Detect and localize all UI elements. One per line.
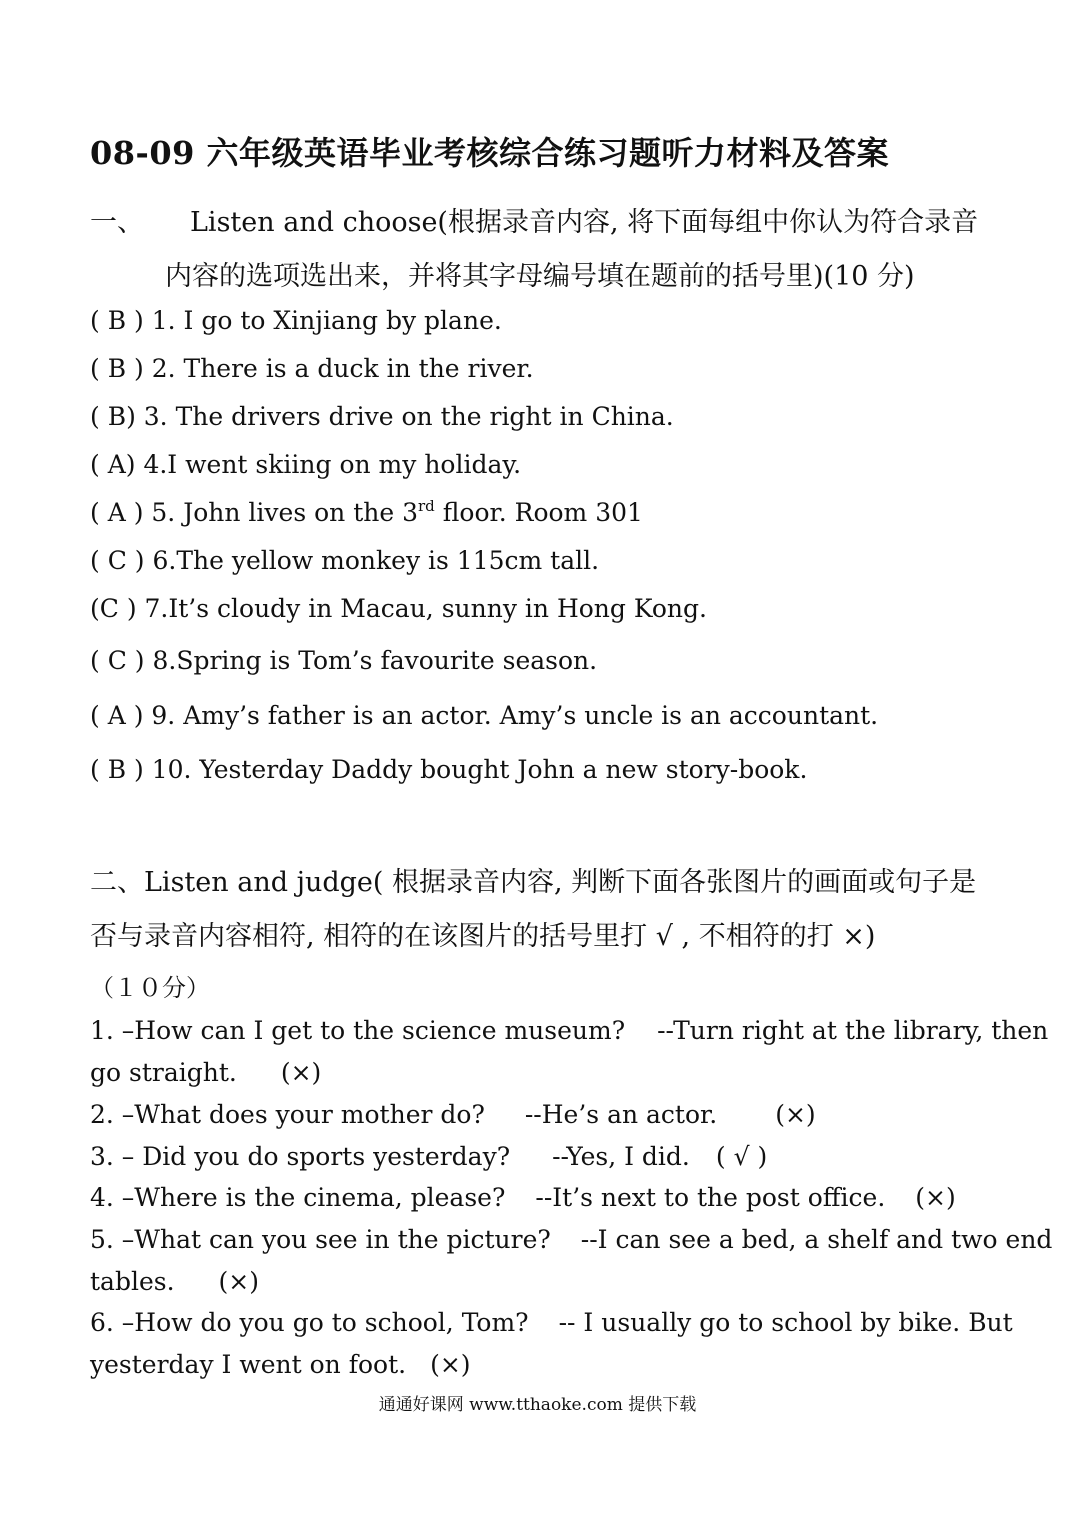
answer-continued: tables. <box>90 1267 175 1296</box>
answer: --He’s an actor. <box>524 1100 718 1129</box>
section1-heading <box>90 200 978 239</box>
answer: --Turn right at the library, then <box>657 1016 1049 1045</box>
judge-mark: (×) <box>218 1267 259 1296</box>
section1-item-2: ( B ) 2. There is a duck in the river. <box>90 354 534 383</box>
judge-mark: (×) <box>915 1183 956 1212</box>
section1-item-5-text: ( A ) 5. John lives on the 3 <box>90 498 419 527</box>
section1-item-3: ( B) 3. The drivers drive on the right in China. <box>90 402 674 431</box>
question: 3. – Did you do sports yesterday? <box>90 1142 511 1171</box>
section1-heading-text: Listen and choose(根据录音内容, 将下面每组中你认为符合录音 <box>190 207 979 238</box>
section2-item-6 <box>90 1308 1013 1337</box>
ordinal-superscript: rd <box>418 497 435 515</box>
question: 6. –How do you go to school, Tom? <box>90 1308 529 1337</box>
section1-item-9: ( A ) 9. Amy’s father is an actor. Amy’s uncle is an accountant. <box>90 701 879 730</box>
judge-mark: ( √ ) <box>715 1142 768 1171</box>
section2-heading-continued: 否与录音内容相符, 相符的在该图片的括号里打 √ , 不相符的打 ×) <box>90 921 876 952</box>
answer-continued: go straight. <box>90 1058 237 1087</box>
question: 5. –What can you see in the picture? <box>90 1225 551 1254</box>
answer-continued: yesterday I went on foot. <box>90 1350 407 1379</box>
section2-item-1-continued <box>90 1058 321 1087</box>
section1-item-7: (C ) 7.It’s cloudy in Macau, sunny in Hong Kong. <box>90 594 707 623</box>
section1-item-5-rest: floor. Room 301 <box>434 498 643 527</box>
page-title: 08-09 六年级英语毕业考核综合练习题听力材料及答案 <box>90 134 889 172</box>
section1-number: 一、 <box>90 207 144 238</box>
section1-item-5 <box>90 498 643 527</box>
section2-item-3 <box>90 1142 767 1171</box>
answer: --I can see a bed, a shelf and two end <box>580 1225 1053 1254</box>
section1-item-1: ( B ) 1. I go to Xinjiang by plane. <box>90 306 502 335</box>
section2-item-6-continued <box>90 1350 471 1379</box>
section1-item-8: ( C ) 8.Spring is Tom’s favourite season. <box>90 646 598 675</box>
section2-item-5-continued <box>90 1267 259 1296</box>
page-footer: 通通好课网 www.tthaoke.com 提供下载 <box>378 1395 697 1415</box>
judge-mark: (×) <box>775 1100 816 1129</box>
question: 2. –What does your mother do? <box>90 1100 485 1129</box>
section2-item-4 <box>90 1183 956 1212</box>
judge-mark: (×) <box>430 1350 471 1379</box>
section1-item-10: ( B ) 10. Yesterday Daddy bought John a new story-book. <box>90 755 808 784</box>
section2-item-5 <box>90 1225 1052 1254</box>
section2-item-2 <box>90 1100 816 1129</box>
answer: --Yes, I did. <box>552 1142 690 1171</box>
judge-mark: (×) <box>280 1058 322 1087</box>
section2-item-1 <box>90 1016 1048 1045</box>
answer: --It’s next to the post office. <box>535 1183 886 1212</box>
section2-heading: 二、Listen and judge( 根据录音内容, 判断下面各张图片的画面或句子是 <box>90 867 977 898</box>
section1-item-6: ( C ) 6.The yellow monkey is 115cm tall. <box>90 546 600 575</box>
section2-score: （１０分） <box>90 974 210 1002</box>
question: 1. –How can I get to the science museum? <box>90 1016 626 1045</box>
section1-heading-continued: 内容的选项选出来，并将其字母编号填在题前的括号里)(10 分) <box>165 261 915 292</box>
question: 4. –Where is the cinema, please? <box>90 1183 506 1212</box>
section1-item-4: ( A) 4.I went skiing on my holiday. <box>90 450 522 479</box>
answer: -- I usually go to school by bike. But <box>558 1308 1013 1337</box>
